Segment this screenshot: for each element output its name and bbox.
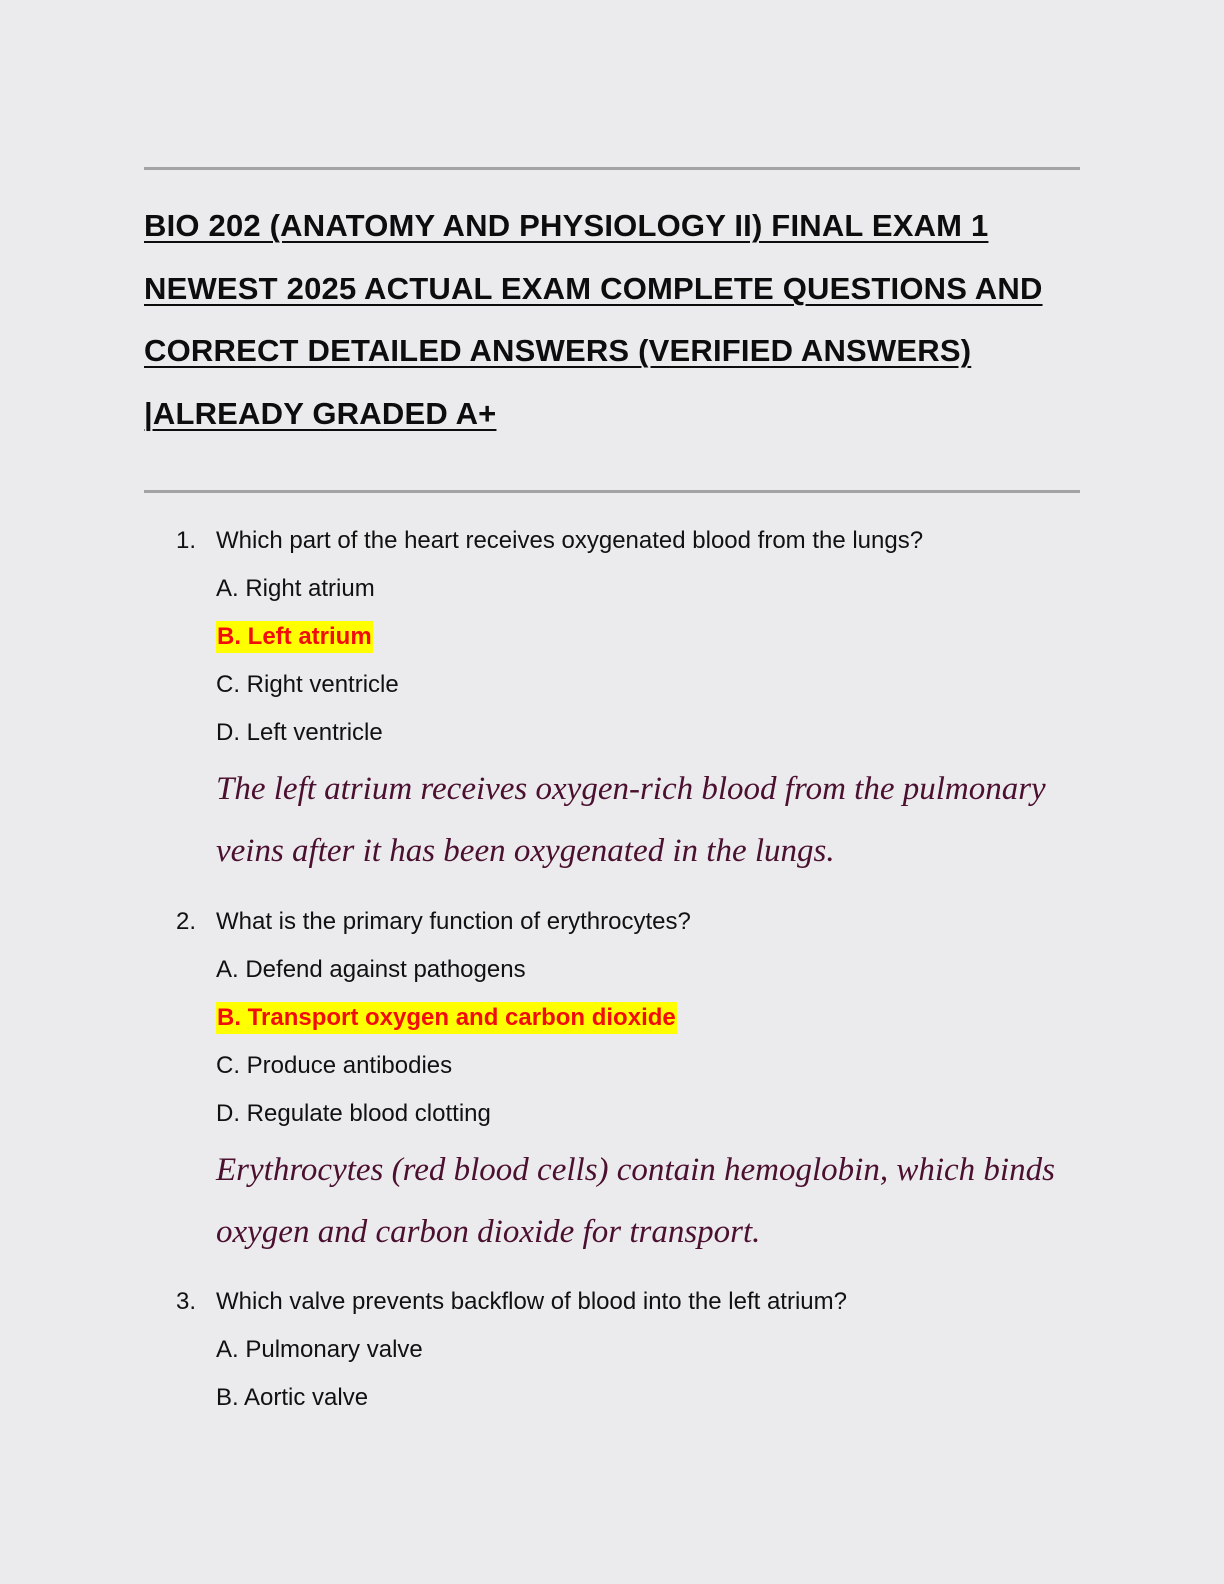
answer-option-b-correct	[216, 620, 1076, 654]
answer-explanation: The left atrium receives oxygen-rich blood from the pulmonary veins after it has been oxygenated in the lungs.	[216, 771, 1046, 869]
answer-option-c: C. Produce antibodies	[216, 1052, 453, 1079]
answer-option-c: C. Right ventricle	[216, 671, 399, 698]
answer-options	[216, 572, 1076, 750]
question-number: 3.	[176, 1288, 197, 1315]
correct-answer-highlight: B. Left atrium	[216, 621, 373, 653]
question-number: 2.	[176, 908, 197, 935]
answer-option-a: A. Right atrium	[216, 575, 375, 602]
answer-option-a: A. Pulmonary valve	[216, 1336, 423, 1363]
question-2-stem	[176, 905, 1076, 939]
answer-option-b-correct	[216, 1001, 1076, 1035]
question-1	[176, 524, 1076, 882]
answer-option-d: D. Left ventricle	[216, 719, 383, 746]
question-3-stem	[176, 1285, 1076, 1319]
question-text: What is the primary function of erythrocytes?	[216, 908, 691, 935]
answer-option-b: B. Aortic valve	[216, 1384, 369, 1411]
answer-option-d: D. Regulate blood clotting	[216, 1100, 491, 1127]
answer-options	[216, 1333, 1076, 1415]
question-text: Which part of the heart receives oxygenated blood from the lungs?	[216, 527, 924, 554]
bottom-divider	[144, 490, 1080, 493]
correct-answer-highlight: B. Transport oxygen and carbon dioxide	[216, 1002, 677, 1034]
top-divider	[144, 167, 1080, 170]
question-2	[176, 905, 1076, 1263]
question-number: 1.	[176, 527, 197, 554]
question-3	[176, 1285, 1076, 1429]
answer-option-a: A. Defend against pathogens	[216, 956, 526, 983]
answer-options	[216, 953, 1076, 1131]
answer-explanation: Erythrocytes (red blood cells) contain hemoglobin, which binds oxygen and carbon dioxide for transport.	[216, 1152, 1055, 1250]
document-title: BIO 202 (ANATOMY AND PHYSIOLOGY II) FINAL EXAM 1 NEWEST 2025 ACTUAL EXAM COMPLETE QUESTIONS AND CORRECT DETAILED ANSWERS (VERIFIED ANSWERS) |ALREADY GRADED A+	[144, 208, 1043, 431]
question-1-stem	[176, 524, 1076, 558]
question-text: Which valve prevents backflow of blood into the left atrium?	[216, 1288, 847, 1315]
